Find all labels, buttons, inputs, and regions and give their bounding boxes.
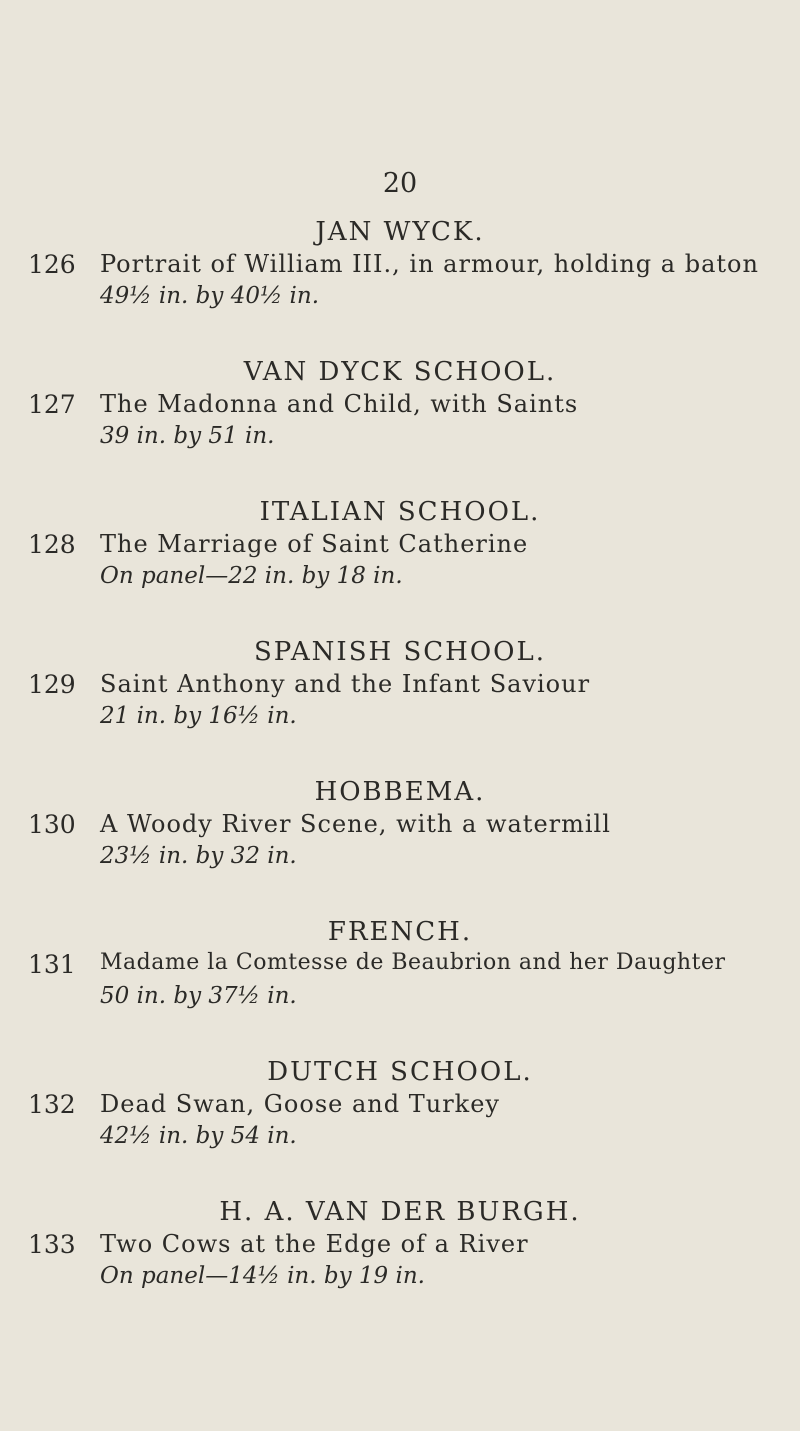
lot-title: Madame la Comtesse de Beaubrion and her Daughter (100, 950, 726, 975)
lot-number: 132 (28, 1090, 76, 1119)
lot-number: 128 (28, 530, 76, 559)
artist-heading: DUTCH SCHOOL. (267, 1057, 533, 1087)
artist-heading: VAN DYCK SCHOOL. (243, 357, 557, 387)
lot-title: The Madonna and Child, with Saints (100, 390, 579, 418)
lot-title: Two Cows at the Edge of a River (100, 1230, 529, 1258)
lot-number: 129 (28, 670, 76, 699)
artist-heading: JAN WYCK. (315, 217, 485, 247)
page-number: 20 (382, 168, 418, 199)
lot-number: 130 (28, 810, 76, 839)
lot-dimensions: 39 in. by 51 in. (100, 423, 275, 449)
lot-dimensions: 42½ in. by 54 in. (100, 1123, 297, 1149)
lot-title: Portrait of William III., in armour, holding a baton (100, 250, 759, 278)
artist-heading: SPANISH SCHOOL. (253, 637, 546, 667)
lot-title: The Marriage of Saint Catherine (100, 530, 529, 558)
lot-dimensions: 49½ in. by 40½ in. (100, 283, 320, 309)
lot-number: 127 (28, 390, 76, 419)
lot-number: 131 (28, 950, 76, 979)
lot-dimensions: On panel—14½ in. by 19 in. (100, 1263, 425, 1289)
lot-title: Saint Anthony and the Infant Saviour (100, 670, 591, 698)
artist-heading: HOBBEMA. (314, 777, 486, 807)
lot-number: 133 (28, 1230, 76, 1259)
artist-heading: H. A. VAN DER BURGH. (219, 1197, 581, 1227)
lot-dimensions: On panel—22 in. by 18 in. (100, 563, 403, 589)
lot-dimensions: 23½ in. by 32 in. (100, 843, 297, 869)
lot-dimensions: 21 in. by 16½ in. (100, 703, 297, 729)
lot-number: 126 (28, 250, 76, 279)
lot-title: Dead Swan, Goose and Turkey (100, 1090, 500, 1118)
lot-title: A Woody River Scene, with a watermill (100, 810, 611, 838)
artist-heading: ITALIAN SCHOOL. (259, 497, 541, 527)
artist-heading: FRENCH. (327, 917, 473, 947)
lot-dimensions: 50 in. by 37½ in. (100, 983, 297, 1009)
